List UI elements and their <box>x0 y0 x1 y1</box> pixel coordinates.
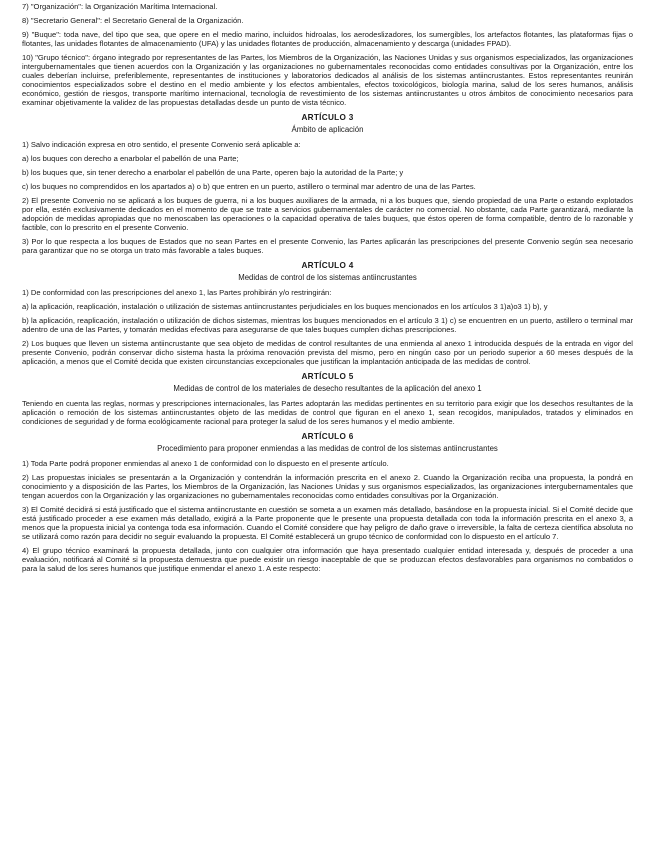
definition-7: 7) "Organización": la Organización Marítima Internacional. <box>22 2 218 11</box>
paragraph: 3) Por lo que respecta a los buques de Estados que no sean Partes en el presente Convenio, las Partes aplicarán las prescripciones del presente Convenio según sea necesario para garantizar que no se otorga un trato más favorable a tales buques. <box>22 237 633 255</box>
article-3 <box>22 113 633 255</box>
definition-10: 10) "Grupo técnico": órgano integrado por representantes de las Partes, los Miembros de la Organización, las Naciones Unidas y sus organismos especializados, las organizaciones intergubernamentales que tienen acuerdos con la Organización y las organizaciones no gubernamentales reconocidas como entidades consultivas por la Organización, entre los cuales deberían incluirse, preferiblemente, representantes de instituciones y laboratorios dedicados al análisis de los sistemas antiincrustantes. Estos representantes reunirán conocimientos especializados sobre el destino en el medio ambiente y los efectos ambientales, efectos toxicológicos, biología marina, salud de los seres humanos, análisis económico, gestión de riesgos, transporte marítimo internacional, tecnología de revestimiento de los sistemas antiincrustantes u otros ámbitos de conocimiento necesarios para examinar objetivamente la validez de las propuestas detalladas desde un punto de vista técnico. <box>22 53 633 107</box>
definitions-section <box>22 2 633 107</box>
paragraph: 2) El presente Convenio no se aplicará a los buques de guerra, ni a los buques auxiliares de la armada, ni a los buques que, siendo propiedad de una Parte o estando explotados por ella, estén exclusivamente dedicados en el momento de que se trate a servicios gubernamentales de carácter no comercial. No obstante, cada Parte garantizará, mediante la adopción de medidas apropiadas que no menoscaben las operaciones o la capacidad operativa de tales buques, que éstos operen de forma compatible, dentro de lo razonable y factible, con lo prescrito en el presente Convenio. <box>22 196 633 232</box>
article-4 <box>22 261 633 366</box>
paragraph: 1) Salvo indicación expresa en otro sentido, el presente Convenio será aplicable a: <box>22 140 301 149</box>
article-subtitle: Ámbito de aplicación <box>291 125 364 134</box>
paragraph: c) los buques no comprendidos en los apartados a) o b) que entren en un puerto, astillero o terminal mar adentro de una de las Partes. <box>22 182 476 191</box>
paragraph: 1) De conformidad con las prescripciones del anexo 1, las Partes prohibirán y/o restringirán: <box>22 288 332 297</box>
article-subtitle: Procedimiento para proponer enmiendas a las medidas de control de los sistemas antiincrustantes <box>157 444 498 453</box>
article-title: ARTÍCULO 5 <box>301 372 354 381</box>
paragraph: 4) El grupo técnico examinará la propuesta detallada, junto con cualquier otra información que haya presentado cualquier entidad interesada y, después de proceder a una evaluación, notificará al Comité si la propuesta demuestra que puede existir un riesgo inaceptable de que se produzcan efectos desfavorables para organismos no combatidos o para la salud de los seres humanos que justifique enmendar el anexo 1. A este respecto: <box>22 546 633 573</box>
paragraph: 1) Toda Parte podrá proponer enmiendas al anexo 1 de conformidad con lo dispuesto en el presente artículo. <box>22 459 389 468</box>
paragraph: b) los buques que, sin tener derecho a enarbolar el pabellón de una Parte, operen bajo la autoridad de la Parte; y <box>22 168 404 177</box>
definition-8: 8) "Secretario General": el Secretario General de la Organización. <box>22 16 244 25</box>
article-title: ARTÍCULO 4 <box>301 261 354 270</box>
paragraph: 2) Las propuestas iniciales se presentarán a la Organización y contendrán la información prescrita en el anexo 2. Cuando la Organización reciba una propuesta, la pondrá en conocimiento y a disposición de las Partes, los Miembros de la Organización, las Naciones Unidas y sus organismos especializados, las organizaciones intergubernamentales que tengan acuerdos con la Organización y las organizaciones no gubernamentales reconocidas como entidades consultivas por la Organización. <box>22 473 633 500</box>
paragraph: 3) El Comité decidirá si está justificado que el sistema antiincrustante en cuestión se someta a un examen más detallado, basándose en la propuesta inicial. Si el Comité decide que está justificado proceder a ese examen más detallado, exigirá a la Parte proponente que le presente una propuesta detallada con toda la información prescrita en el anexo 3, a menos que la propuesta inicial ya contenga toda esa información. Cuando el Comité considere que hay peligro de daño grave o irreversible, la falta de certeza científica absoluta no se utilizará como razón para decidir no seguir evaluando la propuesta. El Comité establecerá un grupo técnico de conformidad con lo dispuesto en el artículo 7. <box>22 505 633 541</box>
paragraph: Teniendo en cuenta las reglas, normas y prescripciones internacionales, las Partes adoptarán las medidas pertinentes en su territorio para exigir que los desechos resultantes de la aplicación o remoción de los sistemas antiincrustantes objeto de las medidas de control que figuran en el anexo 1, sean recogidos, manipulados, tratados y eliminados en condiciones de seguridad y de forma ecológicamente racional para proteger la salud de los seres humanos y el medio ambiente. <box>22 399 633 426</box>
article-subtitle: Medidas de control de los materiales de desecho resultantes de la aplicación del anexo 1 <box>173 384 482 393</box>
paragraph: b) la aplicación, reaplicación, instalación o utilización de dichos sistemas, mientras los buques mencionados en el artículo 3 1) c) se encuentren en un puerto, astillero o terminal mar adentro de una de las Partes, y tomarán medidas efectivas para asegurarse de que tales buques cumplen dichas prescripciones. <box>22 316 633 334</box>
definition-9: 9) "Buque": toda nave, del tipo que sea, que opere en el medio marino, incluidos hidroalas, los aerodeslizadores, los sumergibles, los artefactos flotantes, las plataformas fijas o flotantes, las unidades flotantes de almacenamiento (UFA) y las unidades flotantes de producción, almacenamiento y descarga (unidades FPAD). <box>22 30 633 48</box>
article-subtitle: Medidas de control de los sistemas antiincrustantes <box>238 273 417 282</box>
paragraph: 2) Los buques que lleven un sistema antiincrustante que sea objeto de medidas de control resultantes de una enmienda al anexo 1 introducida después de la entrada en vigor del presente Convenio, podrán conservar dicho sistema hasta la próxima renovación prevista del mismo, pero en ningún caso por un periodo superior a 60 meses después de la aplicación, a menos que el Comité decida que existen circunstancias excepcionales que justifican la implantación anticipada de las medidas de control. <box>22 339 633 366</box>
article-5 <box>22 372 633 426</box>
article-6 <box>22 432 633 573</box>
paragraph: a) la aplicación, reaplicación, instalación o utilización de sistemas antiincrustantes perjudiciales en los buques mencionados en los artículos 3 1)a)o3 1) b), y <box>22 302 548 311</box>
article-title: ARTÍCULO 3 <box>301 113 354 122</box>
article-title: ARTÍCULO 6 <box>301 432 354 441</box>
paragraph: a) los buques con derecho a enarbolar el pabellón de una Parte; <box>22 154 239 163</box>
